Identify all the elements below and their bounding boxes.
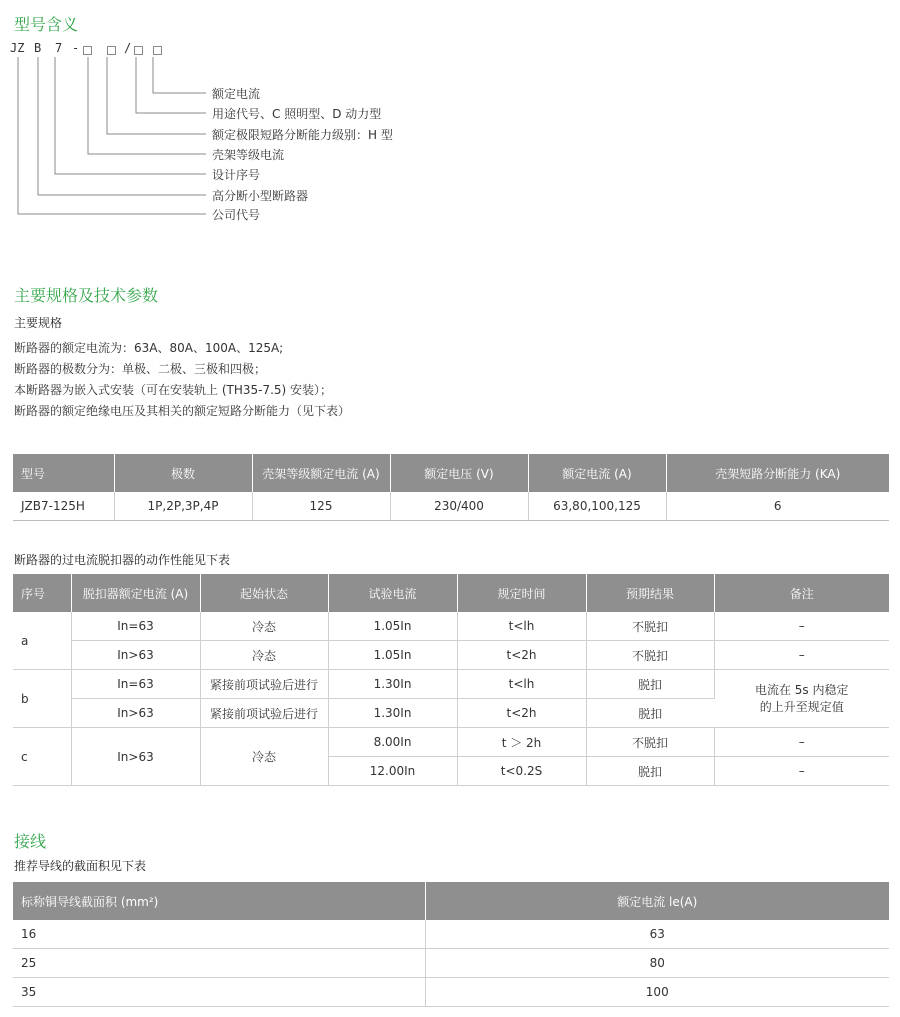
section-title-specs: 主要规格及技术参数 bbox=[14, 286, 159, 305]
legend-frame-current: 壳架等级电流 bbox=[212, 148, 285, 162]
header-result: 预期结果 bbox=[586, 574, 714, 612]
header-trip-current: 脱扣器额定电流 (A) bbox=[71, 574, 200, 612]
cell-test: 1.30In bbox=[328, 699, 457, 728]
wire-table bbox=[13, 882, 889, 1007]
header-note: 备注 bbox=[714, 574, 889, 612]
cell-group-b: b bbox=[13, 670, 71, 728]
code-series: 7 bbox=[55, 41, 63, 55]
cell-result: 不脱扣 bbox=[586, 641, 714, 670]
specs-paragraph bbox=[14, 338, 350, 422]
trip-table bbox=[13, 574, 889, 786]
cell-note: – bbox=[714, 612, 889, 641]
section-title-model: 型号含义 bbox=[14, 15, 79, 34]
cell-state: 紧接前项试验后进行 bbox=[200, 670, 328, 699]
header-wire-area: 标称铜导线截面积 (mm²) bbox=[13, 882, 425, 920]
cell-area: 16 bbox=[13, 920, 425, 949]
header-breaking-capacity: 壳架短路分断能力 (KA) bbox=[666, 454, 889, 492]
legend-rated-current: 额定电流 bbox=[212, 87, 261, 101]
header-time: 规定时间 bbox=[457, 574, 586, 612]
cell-state: 冷态 bbox=[200, 641, 328, 670]
legend-breaking-level: 额定极限短路分断能力级别：H 型 bbox=[212, 128, 393, 142]
cell-test: 8.00In bbox=[328, 728, 457, 757]
cell-frame-current: 125 bbox=[252, 492, 390, 521]
note-b-line1: 电流在 5s 内稳定 bbox=[754, 682, 849, 697]
legend-usage: 用途代号、C 照明型、D 动力型 bbox=[212, 107, 382, 121]
cell-current: In>63 bbox=[71, 728, 200, 786]
cell-note: – bbox=[714, 728, 889, 757]
cell-current: In>63 bbox=[71, 641, 200, 670]
spec-line: 断路器的额定电流为：63A、80A、100A、125A; bbox=[14, 341, 284, 355]
cell-current: 63,80,100,125 bbox=[528, 492, 666, 521]
cell-model: JZB7-125H bbox=[13, 492, 114, 521]
cell-state: 紧接前项试验后进行 bbox=[200, 699, 328, 728]
code-company: JZ bbox=[10, 41, 25, 55]
cell-result: 脱扣 bbox=[586, 757, 714, 786]
cell-capacity: 6 bbox=[666, 492, 889, 521]
cell-state: 冷态 bbox=[200, 612, 328, 641]
model-diagram-lines bbox=[0, 0, 900, 240]
cell-note: – bbox=[714, 757, 889, 786]
cell-note: – bbox=[714, 641, 889, 670]
table-row bbox=[13, 641, 889, 670]
table-row bbox=[13, 670, 889, 699]
cell-area: 25 bbox=[13, 949, 425, 978]
legend-breaker-type: 高分断小型断路器 bbox=[212, 189, 309, 203]
legend-design-no: 设计序号 bbox=[212, 168, 261, 182]
cell-result: 不脱扣 bbox=[586, 728, 714, 757]
note-b-line2: 的上升至规定值 bbox=[759, 699, 844, 714]
subtitle-trip-performance: 断路器的过电流脱扣器的动作性能见下表 bbox=[14, 553, 231, 567]
subtitle-wire-section: 推荐导线的截面积见下表 bbox=[14, 859, 147, 873]
header-initial-state: 起始状态 bbox=[200, 574, 328, 612]
spec-line: 断路器的额定绝缘电压及其相关的额定短路分断能力（见下表） bbox=[14, 404, 351, 418]
table-row bbox=[13, 728, 889, 757]
cell-current: 100 bbox=[425, 978, 889, 1007]
code-slash: / bbox=[124, 41, 132, 55]
cell-voltage: 230/400 bbox=[390, 492, 528, 521]
cell-current: In=63 bbox=[71, 670, 200, 699]
cell-note-b bbox=[714, 670, 889, 728]
table-row bbox=[13, 612, 889, 641]
code-type: B bbox=[34, 41, 42, 55]
code-dash: - bbox=[72, 41, 80, 55]
cell-time: t<lh bbox=[457, 670, 586, 699]
cell-state: 冷态 bbox=[200, 728, 328, 786]
header-poles: 极数 bbox=[114, 454, 252, 492]
cell-area: 35 bbox=[13, 978, 425, 1007]
table-row bbox=[13, 978, 889, 1007]
cell-current: In>63 bbox=[71, 699, 200, 728]
cell-test: 1.05In bbox=[328, 612, 457, 641]
spec-line: 断路器的极数分为：单极、二极、三极和四极； bbox=[14, 362, 267, 376]
header-model: 型号 bbox=[13, 454, 114, 492]
table-row bbox=[13, 949, 889, 978]
cell-time: t<2h bbox=[457, 699, 586, 728]
cell-result: 脱扣 bbox=[586, 670, 714, 699]
cell-poles: 1P,2P,3P,4P bbox=[114, 492, 252, 521]
header-rated-current: 额定电流 (A) bbox=[528, 454, 666, 492]
cell-current: 63 bbox=[425, 920, 889, 949]
table-row bbox=[13, 920, 889, 949]
spec-line: 本断路器为嵌入式安装（可在安装轨上 (TH35-7.5) 安装）； bbox=[14, 383, 333, 397]
cell-current: In=63 bbox=[71, 612, 200, 641]
table-row bbox=[13, 492, 889, 521]
cell-result: 不脱扣 bbox=[586, 612, 714, 641]
cell-result: 脱扣 bbox=[586, 699, 714, 728]
cell-test: 12.00In bbox=[328, 757, 457, 786]
cell-time: t<2h bbox=[457, 641, 586, 670]
cell-test: 1.30In bbox=[328, 670, 457, 699]
cell-test: 1.05In bbox=[328, 641, 457, 670]
cell-current: 80 bbox=[425, 949, 889, 978]
header-test-current: 试验电流 bbox=[328, 574, 457, 612]
cell-time: t<0.2S bbox=[457, 757, 586, 786]
header-rated-voltage: 额定电压 (V) bbox=[390, 454, 528, 492]
subtitle-main-specs: 主要规格 bbox=[14, 316, 63, 330]
cell-time: t<lh bbox=[457, 612, 586, 641]
cell-time: t ＞ 2h bbox=[457, 728, 586, 757]
legend-company-code: 公司代号 bbox=[212, 208, 261, 222]
header-rated-current-le: 额定电流 le(A) bbox=[425, 882, 889, 920]
header-seq: 序号 bbox=[13, 574, 71, 612]
cell-group-c: c bbox=[13, 728, 71, 786]
cell-group-a: a bbox=[13, 612, 71, 670]
spec-table bbox=[13, 454, 889, 521]
header-frame-current: 壳架等级额定电流 (A) bbox=[252, 454, 390, 492]
section-title-wiring: 接线 bbox=[14, 832, 47, 851]
